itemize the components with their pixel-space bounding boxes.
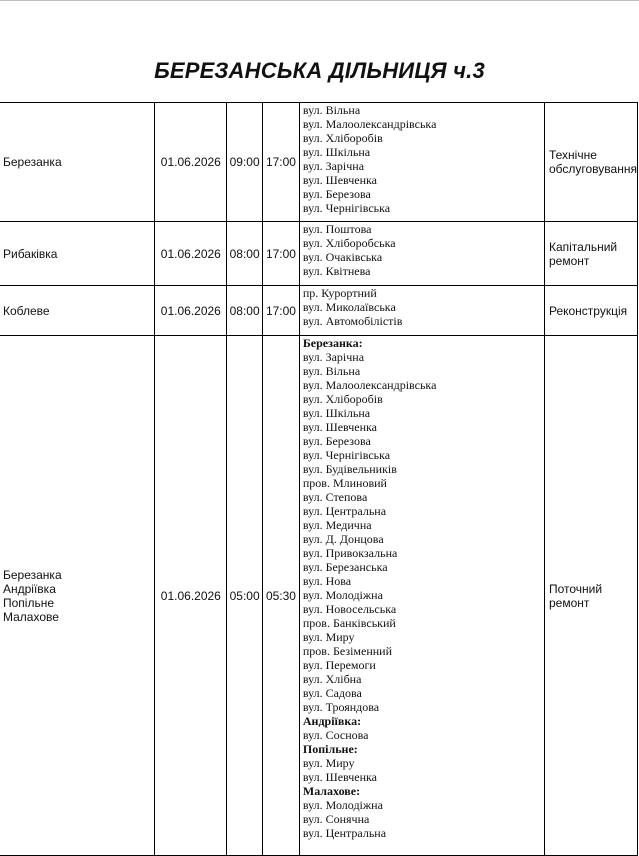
street-name: вул. Шевченка <box>302 770 377 784</box>
street-name: пров. Млиновий <box>302 476 387 490</box>
street-name: пров. Безіменний <box>302 644 393 658</box>
settlement-heading: Попільне: <box>302 742 358 756</box>
streets-cell <box>299 222 544 286</box>
time-to-cell: 17:00 <box>263 286 300 336</box>
work-type-cell <box>544 336 637 856</box>
street-name: вул. Миколаївська <box>302 300 396 314</box>
outage-schedule-table <box>0 102 638 856</box>
settlement-name: Березанка <box>3 567 62 582</box>
work-type-text: Реконструкція <box>548 303 628 318</box>
settlement-name: Березанка <box>3 155 62 169</box>
street-name: вул. Малоолександрівська <box>302 117 437 131</box>
date-cell: 01.06.2026 <box>155 222 227 286</box>
settlement-name: Малахове <box>3 609 59 624</box>
table-row <box>0 222 638 286</box>
street-name: вул. Шкільна <box>302 145 371 159</box>
street-name: вул. Вільна <box>302 364 361 378</box>
work-type-text: обслуговування <box>548 162 637 176</box>
settlement-name: Андріївка <box>3 581 56 596</box>
settlement-cell <box>0 103 155 222</box>
work-type-text: ремонт <box>548 253 590 268</box>
settlement-cell <box>0 336 155 856</box>
street-name: вул. Будівельників <box>302 462 397 476</box>
settlement-name: Рибаківка <box>3 246 58 261</box>
street-name: вул. Автомобілістів <box>302 314 403 328</box>
street-name: вул. Поштова <box>302 222 372 236</box>
street-name: вул. Д. Донцова <box>302 532 384 546</box>
top-rule <box>0 0 639 1</box>
table-row <box>0 286 638 336</box>
work-type-text: Поточний <box>548 581 603 596</box>
time-to-cell: 17:00 <box>263 222 300 286</box>
date-cell: 01.06.2026 <box>155 336 227 856</box>
street-name: вул. Миру <box>302 756 355 770</box>
street-name: вул. Центральна <box>302 826 387 840</box>
street-name: вул. Хліборобська <box>302 236 396 250</box>
settlement-heading: Андріївка: <box>302 714 362 728</box>
street-name: вул. Вільна <box>302 103 361 117</box>
street-name: пров. Банківський <box>302 616 396 630</box>
work-type-cell <box>544 103 637 222</box>
street-name: вул. Хліборобів <box>302 131 383 145</box>
street-name: вул. Новосельська <box>302 602 397 616</box>
work-type-text: Капітальний <box>548 239 618 254</box>
date-cell: 01.06.2026 <box>155 103 227 222</box>
street-name: вул. Шевченка <box>302 173 377 187</box>
street-name: вул. Чернігівська <box>302 201 391 215</box>
street-name: вул. Очаківська <box>302 250 383 264</box>
time-from-cell: 09:00 <box>227 103 263 222</box>
work-type-text: Технічне <box>548 148 597 162</box>
street-name: вул. Соснова <box>302 728 369 742</box>
time-to-cell: 17:00 <box>263 103 300 222</box>
street-name: вул. Привокзальна <box>302 546 398 560</box>
street-name: вул. Зарічна <box>302 350 365 364</box>
settlement-cell <box>0 286 155 336</box>
street-name: вул. Березова <box>302 187 371 201</box>
street-name: вул. Молодіжна <box>302 798 383 812</box>
document-title: БЕРЕЗАНСЬКА ДІЛЬНИЦЯ ч.3 <box>154 58 485 83</box>
settlement-heading: Малахове: <box>302 784 361 798</box>
streets-cell <box>299 336 544 856</box>
time-from-cell: 05:00 <box>227 336 263 856</box>
street-name: вул. Шевченка <box>302 420 377 434</box>
time-from-cell: 08:00 <box>227 286 263 336</box>
table-row <box>0 336 638 856</box>
street-name: пр. Курортний <box>302 286 377 300</box>
settlement-cell <box>0 222 155 286</box>
work-type-text: ремонт <box>548 595 590 610</box>
settlement-name: Коблеве <box>3 303 50 318</box>
time-from-cell: 08:00 <box>227 222 263 286</box>
street-name: вул. Березанська <box>302 560 388 574</box>
settlement-name: Попільне <box>3 595 55 610</box>
street-name: вул. Трояндова <box>302 700 380 714</box>
street-name: вул. Молодіжна <box>302 588 383 602</box>
street-name: вул. Зарічна <box>302 159 365 173</box>
date-cell: 01.06.2026 <box>155 286 227 336</box>
street-name: вул. Сонячна <box>302 812 370 826</box>
street-name: вул. Перемоги <box>302 658 376 672</box>
street-name: вул. Хлібна <box>302 672 362 686</box>
table-row <box>0 103 638 222</box>
street-name: вул. Малоолександрівська <box>302 378 437 392</box>
streets-cell <box>299 286 544 336</box>
street-name: вул. Садова <box>302 686 362 700</box>
street-name: вул. Медична <box>302 518 372 532</box>
settlement-heading: Березанка: <box>302 336 363 350</box>
street-name: вул. Чернігівська <box>302 448 391 462</box>
street-name: вул. Шкільна <box>302 406 371 420</box>
street-name: вул. Нова <box>302 574 352 588</box>
street-name: вул. Миру <box>302 630 355 644</box>
work-type-cell <box>544 286 637 336</box>
streets-cell <box>299 103 544 222</box>
street-name: вул. Центральна <box>302 504 387 518</box>
street-name: вул. Березова <box>302 434 371 448</box>
street-name: вул. Хліборобів <box>302 392 383 406</box>
work-type-cell <box>544 222 637 286</box>
time-to-cell: 05:30 <box>263 336 300 856</box>
street-name: вул. Степова <box>302 490 368 504</box>
street-name: вул. Квітнева <box>302 264 371 278</box>
